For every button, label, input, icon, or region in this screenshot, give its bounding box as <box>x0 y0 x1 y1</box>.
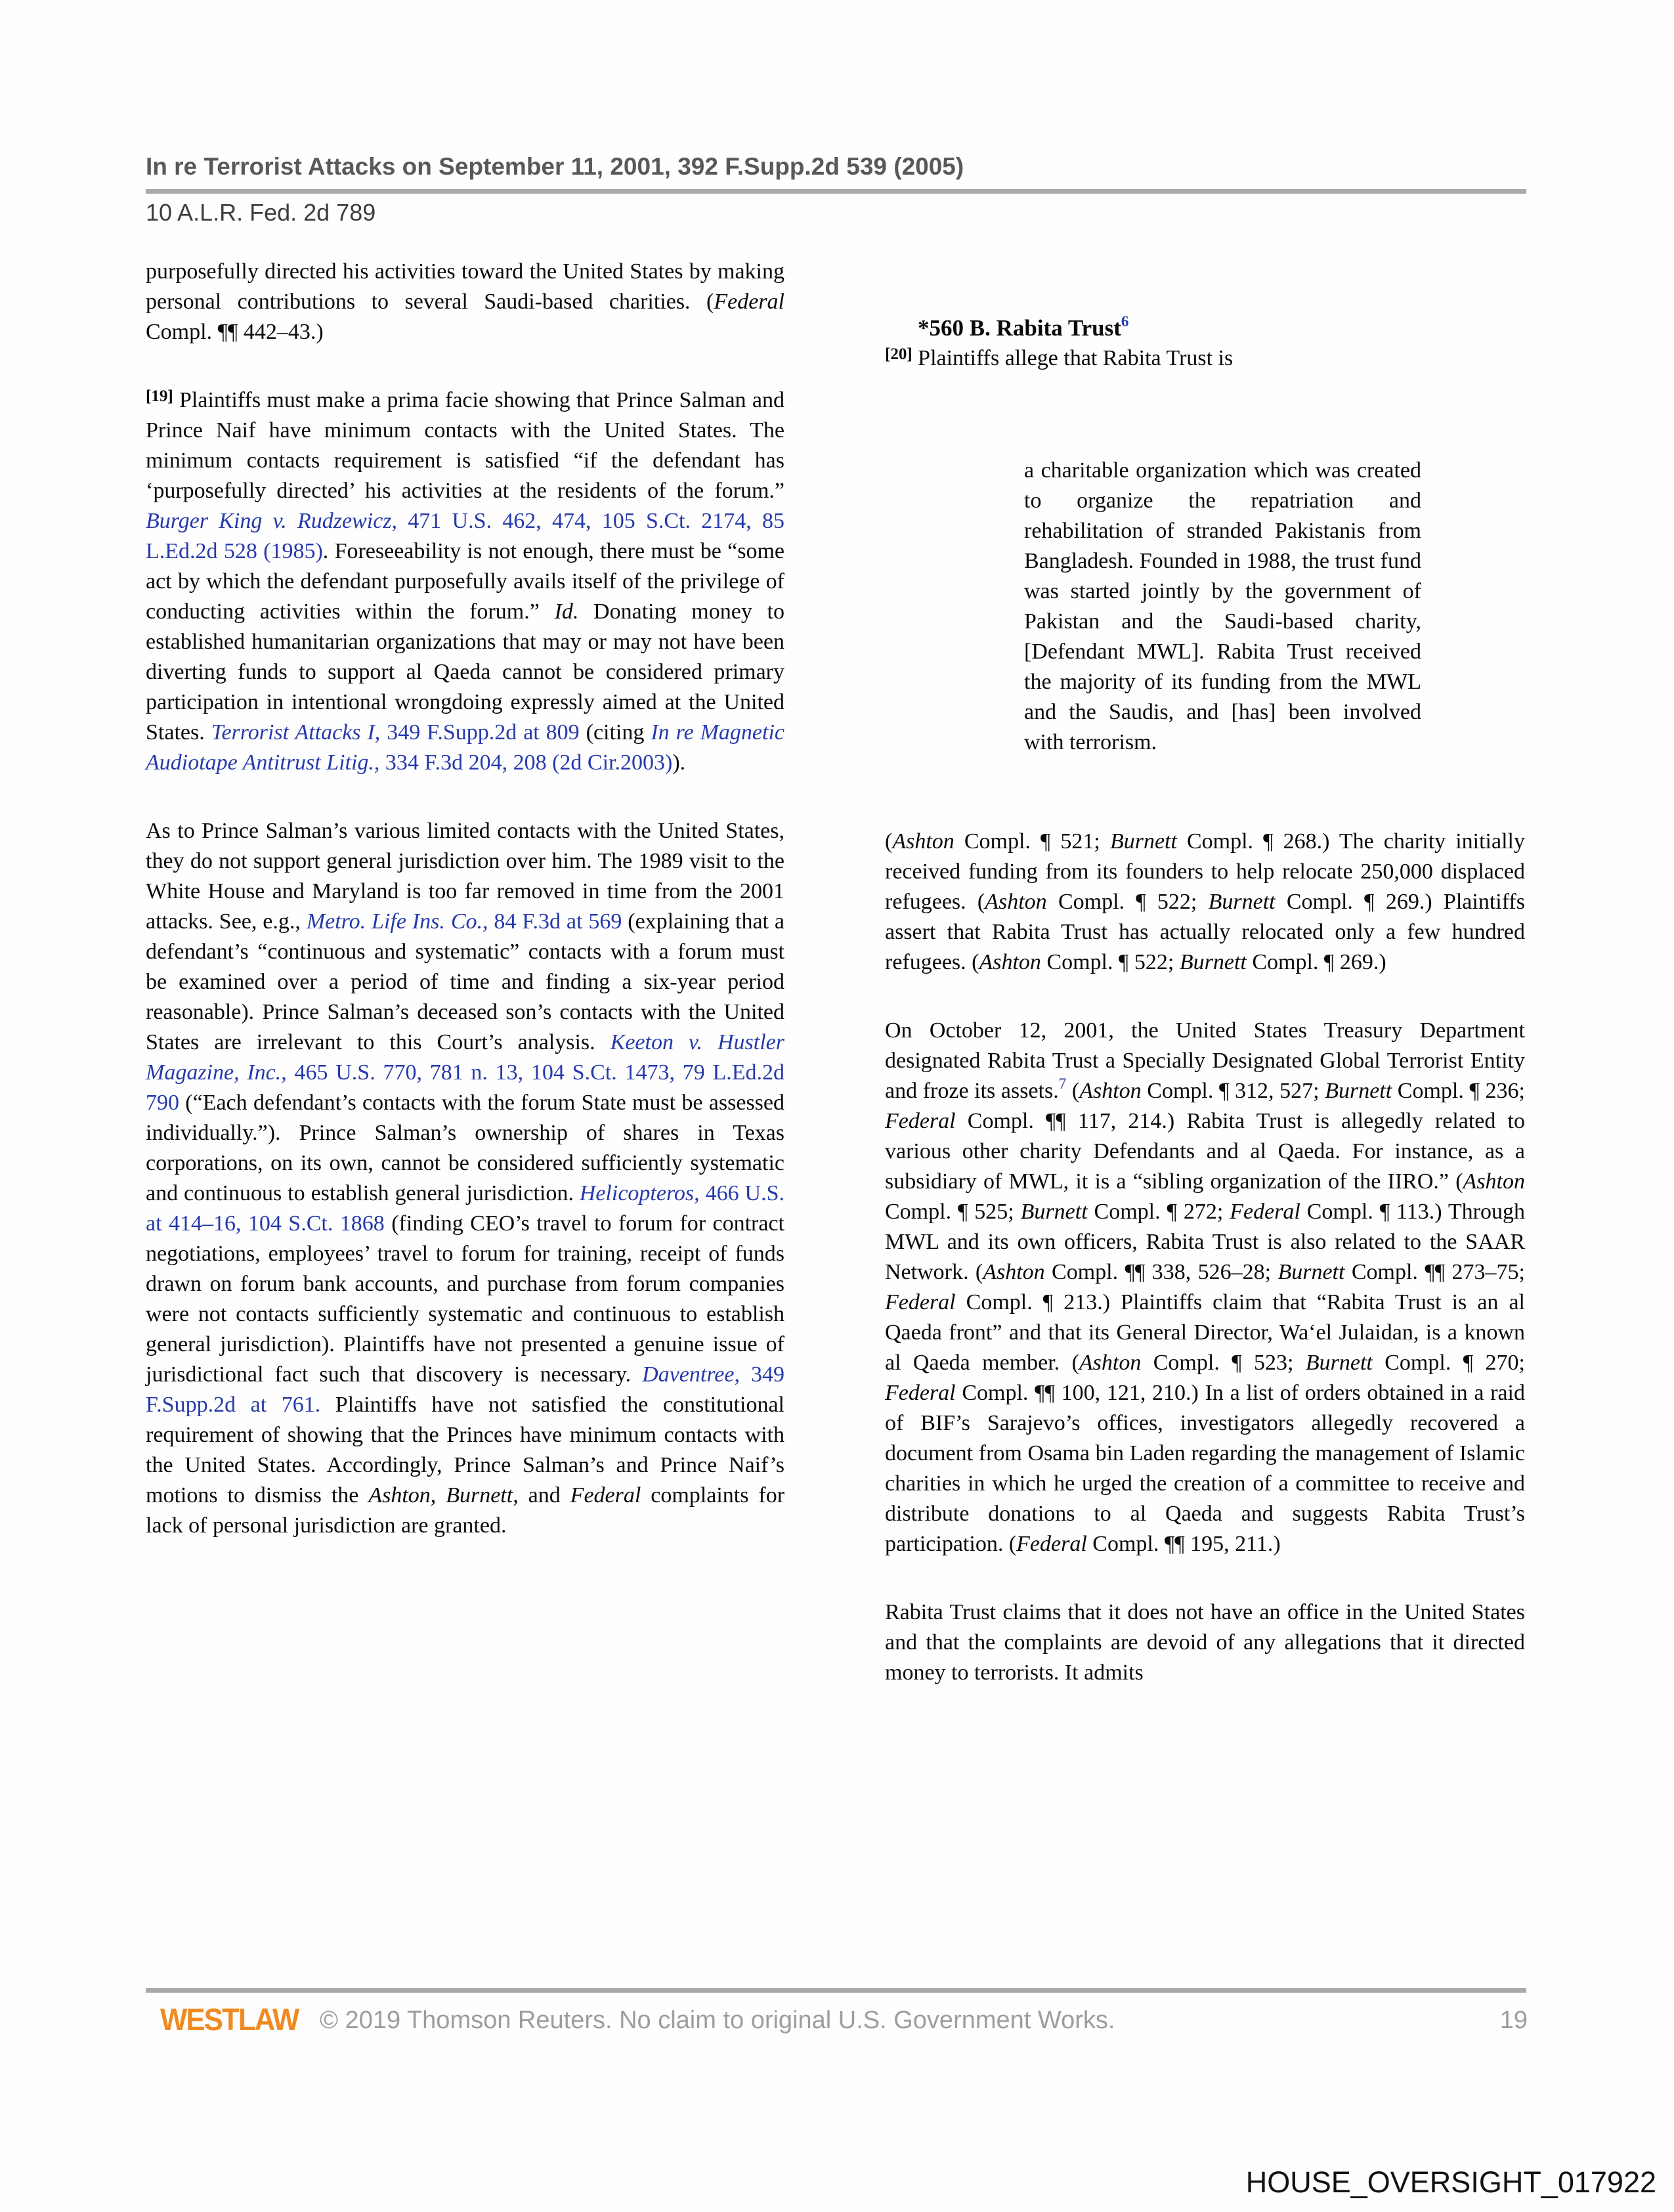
citation-link[interactable]: Helicopteros, <box>579 1181 700 1205</box>
text-run: Compl. ¶¶ 273–75; <box>1344 1260 1525 1284</box>
text-run: Burnett <box>1208 890 1276 914</box>
text-run: As to Prince Salman’s various limited contacts with the United States, they do not support general jurisdiction over him. The 1989 visit to the White House and Maryland is too far removed in time from the 2001 attacks. See, e.g., <box>146 819 784 934</box>
text-run: Compl. ¶ 269.) <box>1246 950 1386 974</box>
text-run: Compl. ¶ 272; <box>1087 1200 1230 1224</box>
paragraph <box>146 257 784 347</box>
text-run: Plaintiffs allege that Rabita Trust is <box>912 346 1234 370</box>
text-run: complaints for lack of personal jurisdiction are granted. <box>146 1483 785 1538</box>
text-run: . Foreseeability is not enough, there must be “some act by which the defendant purposefully avails itself of the privilege of conducting activities within the forum.” <box>146 539 784 624</box>
text-run: and <box>518 1483 570 1507</box>
text-run: Compl. ¶ 525; <box>885 1200 1021 1224</box>
text-run: On October 12, 2001, the United States Treasury Department designated Rabita Trust a Specially Designated Global Terrorist Entity and froze its assets. <box>885 1018 1525 1103</box>
text-run: Burnett <box>1020 1200 1088 1224</box>
paragraph <box>885 827 1525 978</box>
text-run: Compl. ¶ 213.) Plaintiffs claim that “Rabita Trust is an al Qaeda front” and that its General Director, Wa‘el Julaidan, is a known al Qaeda member. ( <box>885 1290 1525 1375</box>
text-run: Compl. ¶¶ 117, 214.) Rabita Trust is allegedly related to various other charity Defendants and al Qaeda. For instance, as a subsidiary of MWL, it is a “sibling organization of the IIRO.” ( <box>885 1109 1525 1194</box>
text-run: Federal <box>885 1381 956 1405</box>
paragraph <box>885 1016 1525 1559</box>
text-run: Plaintiffs must make a prima facie showing that Prince Salman and Prince Naif have minimum contacts with the United States. The minimum contacts requirement is satisfied “if the defendant has ‘purposefully directed’ his activities at the residents of the forum.” <box>146 388 784 503</box>
text-run: Ashton, Burnett, <box>368 1483 519 1507</box>
headnote-number: [19] <box>146 387 173 405</box>
citation-link[interactable]: 84 F.3d at 569 <box>488 909 622 934</box>
footer-divider <box>146 1988 1526 1993</box>
text-run: Ashton <box>985 890 1047 914</box>
footnote-marker[interactable]: 6 <box>1121 313 1129 330</box>
text-run: purposefully directed his activities toward the United States by making personal contributions to several Saudi-based charities. ( <box>146 259 784 314</box>
text-run: Compl. ¶ 270; <box>1372 1351 1525 1375</box>
citation-link[interactable]: , 465 U.S. 770, 781 n. 13, 104 S.Ct. 1473, 79 L.Ed.2d 790 <box>146 1060 784 1115</box>
text-run: ( <box>885 829 893 854</box>
case-caption: In re Terrorist Attacks on September 11, 2001, 392 F.Supp.2d 539 (2005) <box>146 153 964 180</box>
text-run: Compl. ¶¶ 338, 526–28; <box>1044 1260 1278 1284</box>
text-run: (finding CEO’s travel to forum for contract negotiations, employees’ travel to forum for training, receipt of funds drawn on forum bank accounts, and purchase from forum companies were not contacts sufficiently systematic and continuous to establish general jurisdiction). Plaintiffs have not presented a genuine issue of jurisdictional fact such that discovery is necessary. <box>146 1211 784 1387</box>
text-run: Compl. ¶ 523; <box>1141 1351 1306 1375</box>
text-run: Ashton <box>983 1260 1045 1284</box>
text-run: Id. <box>554 599 579 624</box>
citation-link[interactable]: Keeton v. Hustler Magazine, Inc. <box>146 1030 784 1085</box>
text-run: Ashton <box>1463 1169 1525 1194</box>
paragraph <box>146 385 784 778</box>
right-column <box>885 257 1525 1726</box>
citation-link[interactable]: Terrorist Attacks I, <box>211 720 381 745</box>
text-run: Burnett <box>1277 1260 1345 1284</box>
citation-link[interactable]: Burger King v. Rudzewicz, <box>146 509 398 533</box>
text-run: Donating money to established humanitarian organizations that may or may not have been diverting funds to support al Qaeda cannot be considered primary participation in intentional wrongdoing expressly aimed at the United States. <box>146 599 784 745</box>
text-run: Compl. ¶ 521; <box>954 829 1110 854</box>
text-run: Ashton <box>1079 1079 1142 1103</box>
westlaw-logo: WESTLAW <box>160 2002 299 2037</box>
text-run: Federal <box>885 1109 956 1133</box>
citation-link[interactable]: In re Magnetic Audiotape Antitrust Litig., <box>146 720 784 775</box>
text-run: Compl. ¶¶ 100, 121, 210.) In a list of orders obtained in a raid of BIF’s Sarajevo’s offices, investigators allegedly recovered a document from Osama bin Laden regarding the management of Islamic charities in which he urged the creation of a committee to receive and distribute donations to al Qaeda and suggests Rabita Trust’s participation. ( <box>885 1381 1525 1556</box>
bates-stamp: HOUSE_OVERSIGHT_017922 <box>1245 2165 1656 2199</box>
text-run: Federal <box>1016 1532 1087 1556</box>
citation-link[interactable]: 349 F.Supp.2d at 761. <box>146 1362 785 1417</box>
headnote-number: [20] <box>885 345 912 363</box>
text-run: Rabita Trust claims that it does not have an office in the United States and that the complaints are devoid of any allegations that it directed money to terrorists. It admits <box>885 1600 1525 1685</box>
text-run: Compl. ¶ 236; <box>1392 1079 1525 1103</box>
copyright-notice: © 2019 Thomson Reuters. No claim to original U.S. Government Works. <box>320 2006 1115 2034</box>
text-run: Compl. ¶ 268.) The charity initially received funding from its founders to help relocate 250,000 displaced refugees. ( <box>885 829 1525 914</box>
page-number: 19 <box>1499 2006 1528 2034</box>
text-run: Burnett <box>1179 950 1247 974</box>
footnote-marker[interactable]: 7 <box>1058 1075 1067 1092</box>
left-column <box>146 257 784 1579</box>
text-run: Ashton <box>1079 1351 1142 1375</box>
text-run: Burnett <box>1325 1079 1392 1103</box>
citation-link[interactable]: 349 F.Supp.2d at 809 <box>380 720 580 745</box>
text-run: Compl. ¶¶ 442–43.) <box>146 320 324 344</box>
text-run: Compl. ¶ 522; <box>1041 950 1180 974</box>
text-run: Burnett <box>1305 1351 1373 1375</box>
citation-link[interactable]: 471 U.S. 462, 474, 105 S.Ct. 2174, 85 L.Ed.2d 528 (1985) <box>146 509 784 563</box>
text-run: Compl. ¶ 312, 527; <box>1141 1079 1325 1103</box>
text-run: (citing <box>579 720 651 745</box>
citation-link[interactable]: Metro. Life Ins. Co., <box>306 909 488 934</box>
citation-link[interactable]: 334 F.3d 204, 208 (2d Cir.2003) <box>379 750 673 775</box>
section-heading <box>885 313 1525 343</box>
text-run: Federal <box>885 1290 956 1314</box>
text-run: (explaining that a defendant’s “continuous and systematic” contacts with a forum must be examined over a period of time and finding a six-year period reasonable). Prince Salman’s deceased son’s contacts with the United States are irrelevant to this Court’s analysis. <box>146 909 785 1054</box>
text-run: Ashton <box>892 829 955 854</box>
paragraph <box>885 1597 1525 1688</box>
text-run: Compl. ¶¶ 195, 211.) <box>1086 1532 1281 1556</box>
text-run: Compl. ¶ 522; <box>1046 890 1209 914</box>
text-run: Compl. ¶ 113.) Through MWL and its own officers, Rabita Trust is also related to the SAAR Network. ( <box>885 1200 1525 1284</box>
header-divider <box>146 189 1526 194</box>
text-run: ( <box>1066 1079 1080 1103</box>
text-run: Compl. ¶ 269.) Plaintiffs assert that Rabita Trust has actually relocated only a few hundred refugees. ( <box>885 890 1525 974</box>
text-run: *560 B. Rabita Trust <box>918 315 1121 341</box>
text-run: (“Each defendant’s contacts with the forum State must be assessed individually.”). Prince Salman’s ownership of shares in Texas corporations, on its own, cannot be considered sufficiently systematic and continuous to establish general jurisdiction. <box>146 1091 784 1205</box>
paragraph <box>885 343 1525 374</box>
text-run: Federal <box>570 1483 641 1507</box>
paragraph <box>146 816 784 1541</box>
text-run: ). <box>672 750 686 775</box>
citation-link[interactable]: 466 U.S. at 414–16, 104 S.Ct. 1868 <box>146 1181 784 1236</box>
text-run: Burnett <box>1109 829 1177 854</box>
text-run: Federal <box>1230 1200 1300 1224</box>
text-run: a charitable organization which was created to organize the repatriation and rehabilitation of stranded Pakistanis from Bangladesh. Founded in 1988, the trust fund was started jointly by the government of Pakistan and the Saudi-based charity, [Defendant MWL]. Rabita Trust received the majority of its funding from the MWL and the Saudis, and [has] been involved with terrorism. <box>1024 458 1421 754</box>
text-run: Federal <box>714 290 784 314</box>
reporter-citation: 10 A.L.R. Fed. 2d 789 <box>146 199 376 226</box>
citation-link[interactable]: Daventree, <box>642 1362 740 1387</box>
block-quote <box>1024 456 1421 758</box>
text-run: Ashton <box>979 950 1041 974</box>
text-run: Plaintiffs have not satisfied the constitutional requirement of showing that the Princes have minimum contacts with the United States. Accordingly, Prince Salman’s and Prince Naif’s motions to dismiss the <box>146 1393 784 1507</box>
